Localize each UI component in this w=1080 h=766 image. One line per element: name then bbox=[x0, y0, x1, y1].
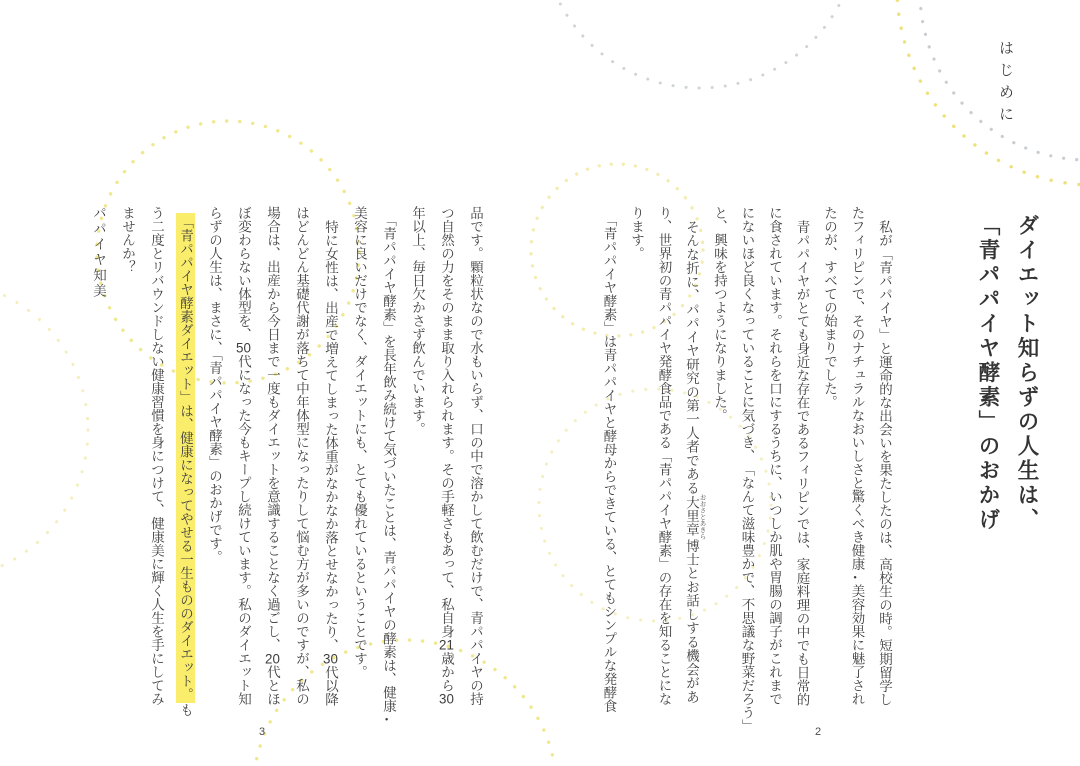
page-title bbox=[968, 214, 1046, 533]
text-column: つ自然の力をそのまま取り入れられます。その手軽さもあって、私自身21歳から30 bbox=[439, 206, 454, 706]
text-column: 品です。顆粒状なので水もいらず、口の中で溶かして飲むだけで、青パパイヤの持 bbox=[468, 206, 483, 706]
text-column: ぼ変わらない体型を、50代になった今もキープし続けています。私のダイエット知 bbox=[236, 206, 251, 706]
text-column: 「青パパイヤ酵素」を長年飲み続けて気づいたことは、青パパイヤの酵素は、健康・ bbox=[381, 212, 396, 726]
text-column: ませんか？ bbox=[120, 206, 135, 274]
text-column: 美容に良いだけでなく、ダイエットにも、とても優れているということです。 bbox=[352, 206, 367, 679]
page2-body-text bbox=[595, 206, 898, 733]
chapter-label: はじめに bbox=[997, 40, 1014, 128]
text-column: そんな折に、パパイヤ研究の第一人者である大里章 おおさとあきら博士とお話しする機会があ bbox=[684, 219, 706, 704]
highlighted-text: 「青パパイヤ酵素ダイエット」は、健康になってやせる一生もののダイエット。 bbox=[178, 214, 193, 701]
text-column: 私が「青パパイヤ」と運命的な出会いを果たしたのは、高校生の時。短期留学し bbox=[877, 219, 892, 706]
dotted-circle bbox=[0, 280, 88, 580]
page3-body-text bbox=[84, 206, 490, 726]
dotted-circle bbox=[897, 0, 1080, 185]
text-column: 場合は、出産から今日まで一度もダイエットを意識することなく過ごし、20代とほ bbox=[265, 206, 280, 706]
text-column: 「青パパイヤ酵素」は青パパイヤと酵母からできている、とてもシンプルな発酵食 bbox=[601, 212, 617, 713]
text-column: に食されています。それらを口にするうちに、いつしか肌や胃腸の調子がこれまで bbox=[767, 206, 782, 706]
text-column: ります。 bbox=[629, 206, 644, 260]
dotted-circle bbox=[542, 0, 858, 88]
page-number-3: 3 bbox=[258, 726, 266, 738]
text-column: 青パパイヤがとても身近な存在であるフィリピンでは、家庭料理の中でも日常的 bbox=[794, 219, 810, 706]
author-name: パパイヤ知美 bbox=[91, 206, 106, 299]
title-line-2: 「青パパイヤ酵素」のおかげ bbox=[976, 214, 1000, 533]
text-column: にないほど良くなっていることに気づき、「なんて滋味豊かで、不思議な野菜だろう」 bbox=[739, 206, 755, 733]
text-column: 年以上、毎日欠かさず飲んでいます。 bbox=[410, 206, 425, 436]
text-column: 特に女性は、出産で増えてしまった体重がなかなか落とせなかったり、30代以降 bbox=[323, 219, 338, 706]
title-line-1: ダイエット知らずの人生は、 bbox=[1015, 214, 1039, 533]
text-column: たのが、すべての始まりでした。 bbox=[822, 206, 837, 409]
text-column: はどんどん基礎代謝が落ちて中年体型になったりして悩む方が多いのですが、私の bbox=[294, 206, 309, 706]
text-column: と、興味を持つようになりました。 bbox=[712, 206, 727, 422]
text-column: 「青パパイヤ酵素ダイエット」は、健康になってやせる一生もののダイエット。も bbox=[178, 214, 193, 717]
text-column: う二度とリバウンドしない健康習慣を身につけて、健康美に輝く人生を手にしてみ bbox=[149, 206, 164, 706]
text-column: たフィリピンで、そのナチュラルなおいしさと驚くべき健康・美容効果に魅了され bbox=[849, 206, 865, 706]
text-column: り、世界初の青パパイヤ発酵食品である「青パパイヤ酵素」の存在を知ることにな bbox=[656, 206, 672, 706]
page-number-2: 2 bbox=[814, 726, 822, 738]
text-column: らずの人生は、まさに、「青パパイヤ酵素」のおかげです。 bbox=[207, 206, 222, 564]
